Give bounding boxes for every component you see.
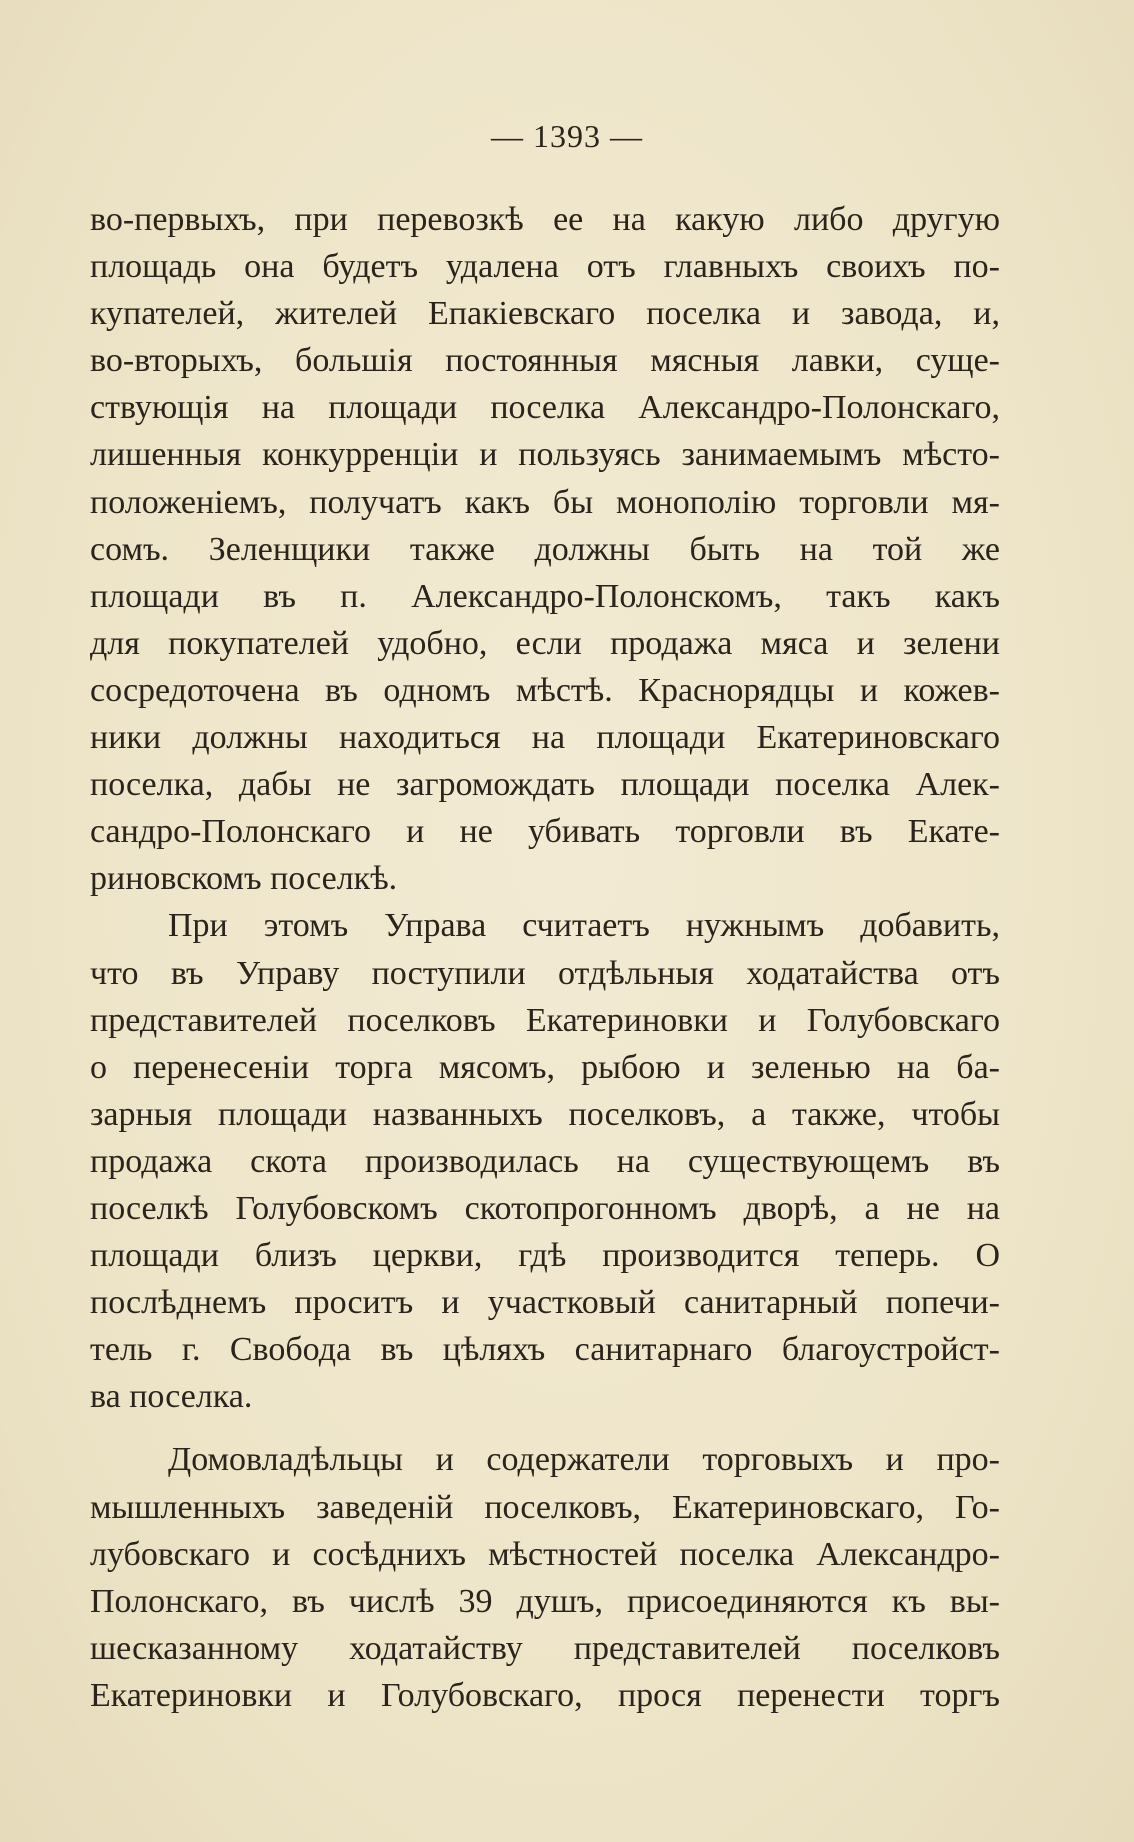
text-line: Екатериновки и Голубовскаго, прося перенести торгъ [90, 1676, 1000, 1714]
text-line: сомъ. Зеленщики также должны быть на той же [90, 530, 1000, 568]
text-line: тель г. Свобода въ цѣляхъ санитарнаго благоустройст- [90, 1331, 1000, 1369]
text-line: во-первыхъ, при перевозкѣ ее на какую либо другую [90, 201, 1000, 238]
text-line: сосредоточена въ одномъ мѣстѣ. Краснорядцы и кожев- [90, 671, 1000, 709]
paragraph-spacer [90, 1420, 1000, 1436]
text-line: лишенныя конкурренціи и пользуясь занимаемымъ мѣсто- [90, 436, 1000, 474]
text-line: купателей, жителей Епакіевскаго поселка и завода, и, [90, 295, 1000, 333]
text-line: При этомъ Управа считаетъ нужнымъ добавить, [168, 907, 1000, 945]
body-text [90, 196, 1000, 1719]
text-line: мышленныхъ заведеній поселковъ, Екатериновскаго, Го- [90, 1488, 1000, 1526]
text-line: ва поселка. [90, 1378, 253, 1416]
text-line: Полонскаго, въ числѣ 39 душъ, присоединяются къ вы- [90, 1582, 1000, 1620]
text-line: поселка, дабы не загромождать площади поселка Алек- [90, 766, 1000, 804]
text-line: площади въ п. Александро-Полонскомъ, такъ какъ [90, 577, 1000, 615]
text-line: ствующія на площади поселка Александро-Полонскаго, [90, 389, 1000, 427]
text-line: площадь она будетъ удалена отъ главныхъ своихъ по- [90, 248, 1000, 286]
paragraph [90, 902, 1000, 1420]
page-number: — 1393 — [491, 118, 643, 154]
text-line: Домовладѣльцы и содержатели торговыхъ и про- [168, 1441, 1000, 1479]
text-line: поселкѣ Голубовскомъ скотопрогонномъ дворѣ, а не на [90, 1189, 1000, 1227]
text-line: во-вторыхъ, большія постоянныя мясныя лавки, суще- [90, 342, 1000, 380]
text-line: шесказанному ходатайству представителей поселковъ [90, 1629, 1000, 1667]
text-line: о перенесеніи торга мясомъ, рыбою и зеленью на ба- [90, 1048, 1000, 1086]
text-line: положеніемъ, получатъ какъ бы монополію торговли мя- [90, 483, 1000, 521]
text-line: зарныя площади названныхъ поселковъ, а также, чтобы [90, 1095, 1000, 1133]
text-line: представителей поселковъ Екатериновки и Голубовскаго [90, 1001, 1000, 1039]
text-line: продажа скота производилась на существующемъ въ [90, 1142, 1000, 1180]
text-line: послѣднемъ проситъ и участковый санитарный попечи- [90, 1284, 1000, 1322]
paragraph [90, 1436, 1000, 1719]
text-line: площади близъ церкви, гдѣ производится теперь. О [90, 1237, 1000, 1275]
paragraph [90, 196, 1000, 902]
text-line: лубовскаго и сосѣднихъ мѣстностей поселка Александро- [90, 1535, 1000, 1573]
text-line: сандро-Полонскаго и не убивать торговли въ Екате- [90, 813, 1000, 851]
text-line: что въ Управу поступили отдѣльныя ходатайства отъ [90, 954, 1000, 992]
text-line: ники должны находиться на площади Екатериновскаго [90, 719, 1000, 757]
text-line: для покупателей удобно, если продажа мяса и зелени [90, 624, 1000, 662]
text-line: риновскомъ поселкѣ. [90, 860, 398, 898]
